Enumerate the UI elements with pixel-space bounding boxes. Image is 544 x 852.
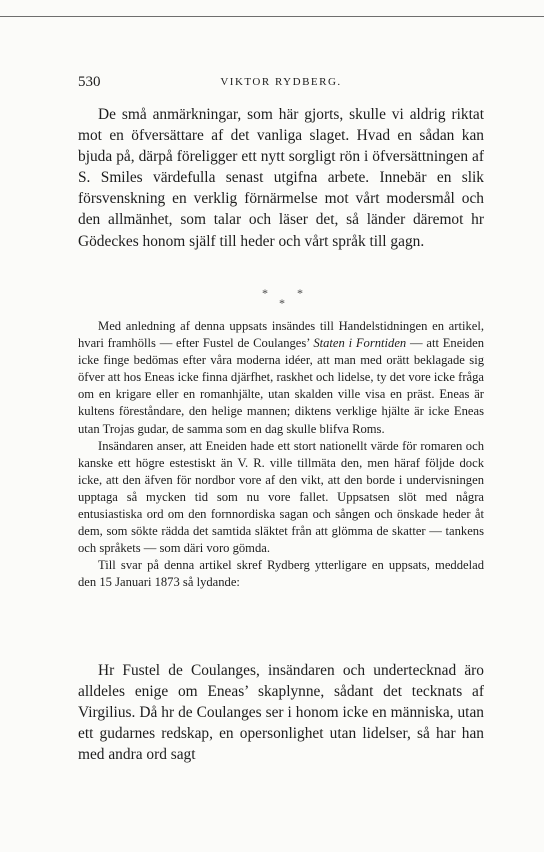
paragraph-5: Hr Fustel de Coulanges, insändaren och undertecknad äro alldeles enige om Eneas’ skaplynne, sådant det tecknats af Virgilius. Då hr de Coulanges ser i honom icke en människa, utan ett gudarnes redskap, en opersonlighet utan lidelser, så har han med andra ord sagt: [78, 662, 484, 764]
asterism: [78, 286, 484, 312]
paragraph-2-text-end: — att Eneiden icke finge bedömas efter våra moderna idéer, att man med orätt beklagade sig öfver att hos Eneas icke finna djärfhet, raskhet och lidelse, ty det vore icke fråga om en krigare eller en romanhjälte, utan skalden ville visa en präst. Eneas är kultens föreståndare, den helige mannen; diktens verklige hjälte är icke Eneas utan Trojas gudar, de samma som en dag skulle blifva Roms.: [78, 336, 484, 436]
paragraph-5-block: [78, 660, 484, 765]
paragraph-4: Till svar på denna artikel skref Rydberg ytterligare en uppsats, meddelad den 15 Januari 1873 så lydande:: [78, 558, 484, 590]
page-header: [78, 74, 484, 94]
running-head: VIKTOR RYDBERG.: [220, 76, 342, 88]
book-title: Staten i Forntiden: [313, 336, 407, 351]
editorial-block: [78, 318, 484, 592]
page-number: 530: [78, 74, 101, 90]
paragraph-1: De små anmärkningar, som här gjorts, skulle vi aldrig riktat mot en öfversättare af det vanliga slaget. Hvad en sådan kan bjuda på, därpå föreligger ett nytt sorgligt rön i öfversättningen af S. Smiles värdefulla senast utgifna arbete. Innebär en slik försvenskning en verklig förnärmelse mot vårt modersmål och den allmänhet, som talar och läser det, så länder däremot hr Gödeckes honom själf till heder och vårt språk till gagn.: [78, 106, 484, 250]
paragraph-2: [78, 318, 484, 438]
asterism-star: *: [279, 296, 285, 310]
asterism-star: *: [297, 286, 303, 300]
paragraph-1-block: [78, 104, 484, 252]
paragraph-2-text-start: Med anledning af denna uppsats insändes till Handelstidningen en artikel, hvari framhölls — efter Fustel de Coulanges’: [78, 319, 484, 351]
paragraph-3: Insändaren anser, att Eneiden hade ett stort nationellt värde för romaren och kanske ett högre estestiskt än V. R. ville tillmäta den, men häraf följde dock icke, att den äfven för nordbor vore af den vikt, att den borde i undervisningen upptaga så mycken tid som nu vore fallet. Uppsatsen slöt med några entusiastiska ord om den fornnordiska sagan och sången och önskade heder åt dem, som sökte rädda det samtida släktet från att glömma de skatter — tankens och språkets — som däri voro gömda.: [78, 438, 484, 556]
asterism-star: *: [262, 286, 268, 300]
top-rule: [0, 16, 544, 17]
